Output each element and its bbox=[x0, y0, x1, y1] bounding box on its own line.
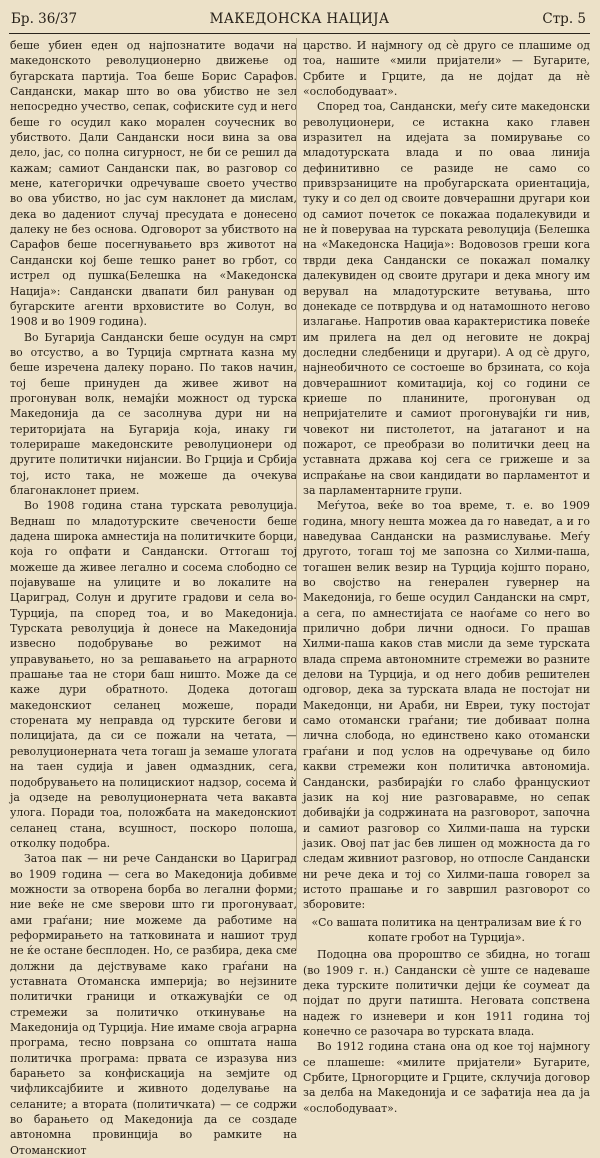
page-header bbox=[9, 7, 590, 34]
paragraph: Меѓутоа, веќе во тоа време, т. е. во 1909 година, многу нешта можеа да го наведат, а и го наведуваа Сандански на размислување. Меѓу другото, тогаш тој ме запозна со Хилми-паша, тогашен велик везир на Турција којшто порано, во својство на генерален гувернер на Македонија, го беше осудил Сандански на смрт, а сега, по амнестијата се наоѓаме со него во прилично добри лични односи. Го прашав Хилми-паша каков став мисли да земе турската влада спрема автономните стремежи во разните делови на Турција, и од него добив решителен одговор, дека за турската влада не постојат ни Македонци, ни Араби, ни Евреи, туку постојат само отомански граѓани; тие добиваат полна лична слобода, но единствено како отомански граѓани и под услов на одречување од било какви стремежи кон политичка автономија. Сандански, разбирајќи го слабо францускиот јазик на кој ние разговаравме, но сепак добивајќи ја содржината на разговорот, започна и самиот разговор со Хилми-паша на турски јазик. Овој пат јас бев лишен од можноста да го следам живниот разговор, но отпосле Сандански ни рече дека и тој со Хилми-паша говорел за истото прашање и го завршил разговорот со зборовите: bbox=[303, 499, 590, 912]
left-column bbox=[10, 38, 297, 1158]
paragraph: Затоа пак — ни рече Сандански во Цариград во 1909 година — сега во Македонија добивме можности за отворена борба во легални форми; ние веќе не сме ѕверови што ги прогонуваат, ами граѓани; ние можеме да работиме на реформирањето на татковината и нашиот труд не ќе остане бесплоден. Но, се разбира, дека сме должни да дејствуваме како граѓани на уставната Отоманска империја; во нејзините политички граници и откажувајќи се од стремежи за политичко откинување на Македонија од Турција. Ние имаме своја аграрна програма, тесно поврзана со општата наша политичка програма: првата се изразува низ барањето за конфискација на земјите од чифликсајбиите и живното доделување на селаните; а втората (политичката) — се содржи во барањето од Македонија да се создаде автономна провинција во рамките на Отоманскиот bbox=[10, 852, 297, 1157]
paragraph: Подоцна ова пророштво се збидна, но тогаш (во 1909 г. н.) Сандански сè уште се надеваше дека турските политички дејци ќе соумеат да појдат по други патиштa. Неговата сопствена надеж го изневери и кон 1911 година тој конечно се разочара во турската влада. bbox=[303, 948, 590, 1038]
publication-title: МАКЕДОНСКА НАЦИЈА bbox=[209, 11, 390, 27]
issue-number: Бр. 36/37 bbox=[11, 11, 78, 27]
page-number: Стр. 5 bbox=[542, 11, 586, 27]
paragraph: Во 1912 година стана она од кое тој најмногу се плашеше: «милите пријатели» Бугарите, Србите, Црногорците и Грците, склучија договор за делба на Македонија и се зафатија нea да ја «ослободуваат». bbox=[303, 1040, 590, 1115]
paragraph: Во 1908 година стана турската револуција. Веднаш по младотурските свечености беше дадена широка амнестија на политичките борци, која го опфати и Сандански. Оттогаш тој можеше да живее легално и сосема слободно се појавуваше на улиците и во локалите на Цариград, Солун и другите градови и села во-Турција, па според тоа, и во Македонија. Турската револуција ѝ донесе на Македонија извесно подобрување во режимот на управувањето, но за решавањето на аграрното прашање таа не стори баш ништо. Може да се каже дури обратното. Додека дотогаш македонскиот селанец можеше, поради сторената му неправда од турските бегови и полицијата, да си се пожали на четата, — револуционерната чета тогаш ја земаше улогата на таен судија и јавен одмаздник, сега, подобрувањето на полицискиот надзор, сосема ѝ ја одзеде на револуционерната чета вакавта улога. Поради тоа, положбата на македонскиот селанец стана, всушност, поскоро полоша, отколку подобра. bbox=[10, 499, 297, 850]
paragraph: царство. И најмногу од сè друго се плашиме од тоа, нашите «мили пријатели» — Бугарите, Србите и Грците, да не дојдат да нè «ослободуваат». bbox=[303, 39, 590, 99]
paragraph: беше убиен еден од најпознатите водачи на македонското револуционерно движење од бугарската партија. Тоа беше Борис Сарафов. Сандански, макар што во ова убиство не зел непосредно учество, сепак, софиските суд и него беше го осудил како морален соучесник во убиството. Дали Сандански носи вина за ова дело, јас, со полна сигурност, не би се решил да кажам; самиот Сандански пак, во разговор со мене, категорички одречуваше своето учество во ова убиство, но јас сум наклонет да мислам, дека во дадениот случај пресудата е донесено далеку не без основа. Одговорот за убиството на Сарафов беше посегнувањето врз животот на Сандански кој беше тешко ранет во грбот, со истрел од пушка(Белешка на «Македонска Нација»: Сандански двапати бил рануван од бугарските агенти врховистите во Солун, во 1908 и во 1909 година). bbox=[10, 39, 297, 329]
right-column bbox=[303, 38, 590, 1116]
quotation: «Со вашата политика на централизам вие ќ го копате гробот на Турција». bbox=[311, 915, 582, 944]
paragraph: Во Бугарија Сандански беше осудун на смрт во отсуство, а во Турција смртната казна му беше изречена далеку порано. По таков начин, тој беше принуден да живее живот на прогонуван волк, немајќи можност од турска Македонија да се засолнува дури ни на територијата на Бугарија која, инаку ги толерираше македонските револуционери од другите политички нијансии. Во Грција и Србија тој, исто така, не можеше да очекува благонаклонет прием. bbox=[10, 330, 297, 497]
column-divider bbox=[296, 38, 297, 950]
paragraph: Според тоа, Сандански, меѓу сите македонски револуционери, се истакна како главен изразител на идејата за помирување со младотурската влада и по оваа линија дефинитивно се разиде не само со привзрзаниците на пробугарската ориентација, туку и со дел од своите довчерашни другари кои од самиот почеток се покажаа подалекувиди и не ѝ поверуваа на турската револуција (Белешка на «Македонска Нација»: Водовозов греши кога тврди дека Сандански се покажал помалку далекувиден од своите другари и дека многу им верувал на младотурските ветувања, што донекаде се потврдува и од натамошното негово излагање. Напротив оваа карактеристика повеќе им прилега на дел од неговите не докрај доследни следбеници и другари). А од сè друго, најнеобичното се состоеше во брзината, со која довчерашниот комитаџија, кој со години се криеше по планините, прогонуван од непријателите и самиот прогонувајќи ги нив, човекот ни пистолетот, на јатаганот и на пожарот, се преобрази во политички деец на уставната држава кој сега се грижеше и за испраќање на свои кандидати во парламентот и за парламентарните групи. bbox=[303, 100, 590, 497]
